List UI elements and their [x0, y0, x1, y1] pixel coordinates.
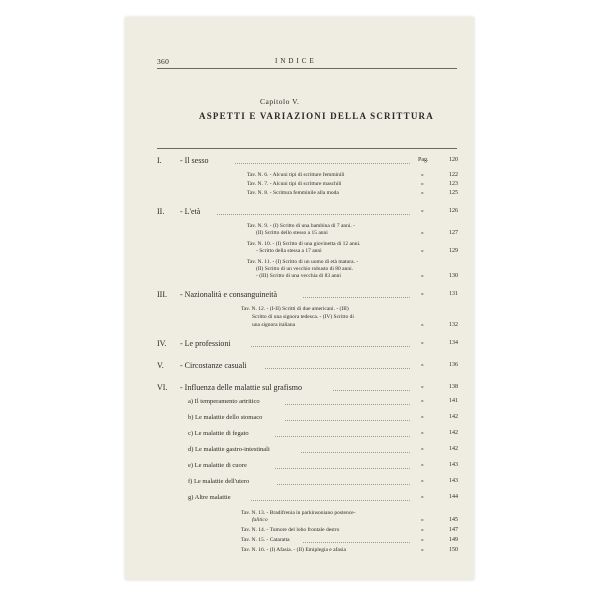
- leader-dots: [285, 404, 410, 405]
- section-number: I.: [157, 156, 162, 165]
- plate-entry-line: Tav. N. 10. - (I) Scritto di una giovinetta di 12 anni.: [247, 241, 361, 247]
- plate-page: 145: [449, 517, 458, 523]
- subsection-page: 142: [449, 446, 458, 452]
- subsection-title: e) Le malattie di cuore: [188, 462, 247, 469]
- page-label: Pag.: [418, 157, 429, 163]
- ditto-mark: »: [421, 291, 424, 297]
- subsection-title: f) Le malattie dell'utero: [188, 478, 250, 485]
- ditto-mark: »: [421, 494, 424, 500]
- plate-entry-line: Tav. N. 14. - Tumore del lobo frontale destro: [241, 527, 340, 533]
- title-rule: [157, 148, 457, 149]
- plate-entry-line: Tav. N. 9. - (I) Scritto di una bambina di 7 anni. -: [247, 223, 356, 229]
- leader-dots: [251, 346, 410, 347]
- section-page: 138: [449, 384, 458, 390]
- ditto-mark: »: [421, 478, 424, 484]
- ditto-mark: »: [421, 230, 424, 236]
- ditto-mark: »: [421, 273, 424, 279]
- running-head: INDICE: [275, 57, 317, 65]
- subsection-page: 142: [449, 430, 458, 436]
- plate-entry-line: Tav. N. 13. - Bradifrenia in parkinsoniano postence-: [241, 510, 356, 516]
- plate-entry-line: Tav. N. 15. - Cataratta: [241, 537, 290, 543]
- plate-entry-line: (II) Scritto dello stesso a 15 anni: [256, 230, 328, 236]
- chapter-label: Capitolo V.: [260, 97, 300, 106]
- leader-dots: [275, 468, 410, 469]
- leader-dots: [217, 214, 410, 215]
- section-number: III.: [157, 290, 167, 299]
- plate-entry: Tav. N. 6. - Alcuni tipi di scritture femminili: [247, 172, 345, 178]
- ditto-mark: »: [421, 248, 424, 254]
- ditto-mark: »: [421, 172, 424, 178]
- plate-entry-line: - Scritto della stessa a 17 anni: [256, 248, 322, 254]
- plate-page: 132: [449, 322, 458, 328]
- plate-page: 127: [449, 230, 458, 236]
- book-page: [125, 17, 474, 580]
- plate-entry: Tav. N. 8. - Scrittura femminile alla moda: [247, 190, 339, 196]
- section-title: - Nazionalità e consanguineità: [180, 290, 278, 299]
- ditto-mark: »: [421, 181, 424, 187]
- ditto-mark: »: [421, 362, 424, 368]
- section-page: 131: [449, 291, 458, 297]
- subsection-page: 143: [449, 462, 458, 468]
- plate-entry-line: - (III) Scritto di una vecchia di 83 anni: [256, 273, 341, 279]
- plate-entry: Tav. N. 7. - Alcuni tipi di scritture maschili: [247, 181, 342, 187]
- leader-dots: [235, 163, 410, 164]
- subsection-page: 143: [449, 478, 458, 484]
- plate-entry-line: falitico: [252, 517, 268, 523]
- subsection-title: d) Le malattie gastro-intestinali: [188, 446, 270, 453]
- section-page: 120: [449, 157, 458, 163]
- leader-dots: [251, 500, 410, 501]
- subsection-page: 142: [449, 414, 458, 420]
- ditto-mark: »: [421, 430, 424, 436]
- subsection-title: a) Il temperamento artritico: [188, 398, 260, 405]
- ditto-mark: »: [421, 398, 424, 404]
- ditto-mark: »: [421, 384, 424, 390]
- section-title: - Influenza delle malattie sul grafismo: [180, 383, 302, 392]
- plate-page: 125: [449, 190, 458, 196]
- section-title: - Circostanze casuali: [180, 361, 247, 370]
- plate-page: 130: [449, 273, 458, 279]
- section-number: V.: [157, 361, 164, 370]
- section-title: - Il sesso: [180, 156, 209, 165]
- plate-entry-line: Tav. N. 16. - (I) Afasia. - (II) Emiplegia e afasia: [241, 547, 346, 553]
- ditto-mark: »: [421, 340, 424, 346]
- header-rule: [157, 68, 457, 69]
- subsection-title: c) Le malattie di fegato: [188, 430, 249, 437]
- leader-dots: [277, 484, 410, 485]
- subsection-title: b) Le malattie dello stomaco: [188, 414, 263, 421]
- ditto-mark: »: [421, 547, 424, 553]
- plate-entry-line: una signora italiana: [252, 322, 296, 328]
- plate-page: 150: [449, 547, 458, 553]
- plate-entry-line: Scritto di una signora tedesca. - (IV) Scritto di: [252, 314, 354, 320]
- plate-page: 123: [449, 181, 458, 187]
- plate-page: 129: [449, 248, 458, 254]
- subsection-page: 144: [449, 494, 458, 500]
- plate-entry-line: (II) Scritto di un vecchio robusto di 80 anni.: [256, 266, 353, 272]
- leader-dots: [303, 542, 410, 543]
- leader-dots: [285, 420, 410, 421]
- section-page: 134: [449, 340, 458, 346]
- ditto-mark: »: [421, 517, 424, 523]
- plate-page: 147: [449, 527, 458, 533]
- section-number: VI.: [157, 383, 168, 392]
- chapter-title: ASPETTI E VARIAZIONI DELLA SCRITTURA: [199, 111, 434, 121]
- section-number: IV.: [157, 339, 167, 348]
- leader-dots: [333, 390, 410, 391]
- leader-dots: [303, 297, 410, 298]
- ditto-mark: »: [421, 208, 424, 214]
- ditto-mark: »: [421, 322, 424, 328]
- subsection-title: g) Altre malattie: [188, 494, 231, 501]
- ditto-mark: »: [421, 190, 424, 196]
- plate-page: 122: [449, 172, 458, 178]
- page-number: 360: [157, 57, 170, 66]
- section-title: - Le professioni: [180, 339, 231, 348]
- section-page: 126: [449, 208, 458, 214]
- leader-dots: [301, 452, 410, 453]
- ditto-mark: »: [421, 527, 424, 533]
- plate-entry-line: Tav. N. 11. - (I) Scritto di un uomo di età matura. -: [247, 259, 359, 265]
- ditto-mark: »: [421, 414, 424, 420]
- section-page: 136: [449, 362, 458, 368]
- subsection-page: 141: [449, 398, 458, 404]
- plate-entry-line: Tav. N. 12. - (I-II) Scritti di due americani. - (III): [241, 306, 349, 312]
- ditto-mark: »: [421, 537, 424, 543]
- section-number: II.: [157, 207, 165, 216]
- leader-dots: [275, 436, 410, 437]
- leader-dots: [265, 368, 410, 369]
- plate-page: 149: [449, 537, 458, 543]
- ditto-mark: »: [421, 446, 424, 452]
- ditto-mark: »: [421, 462, 424, 468]
- section-title: - L'età: [180, 207, 201, 216]
